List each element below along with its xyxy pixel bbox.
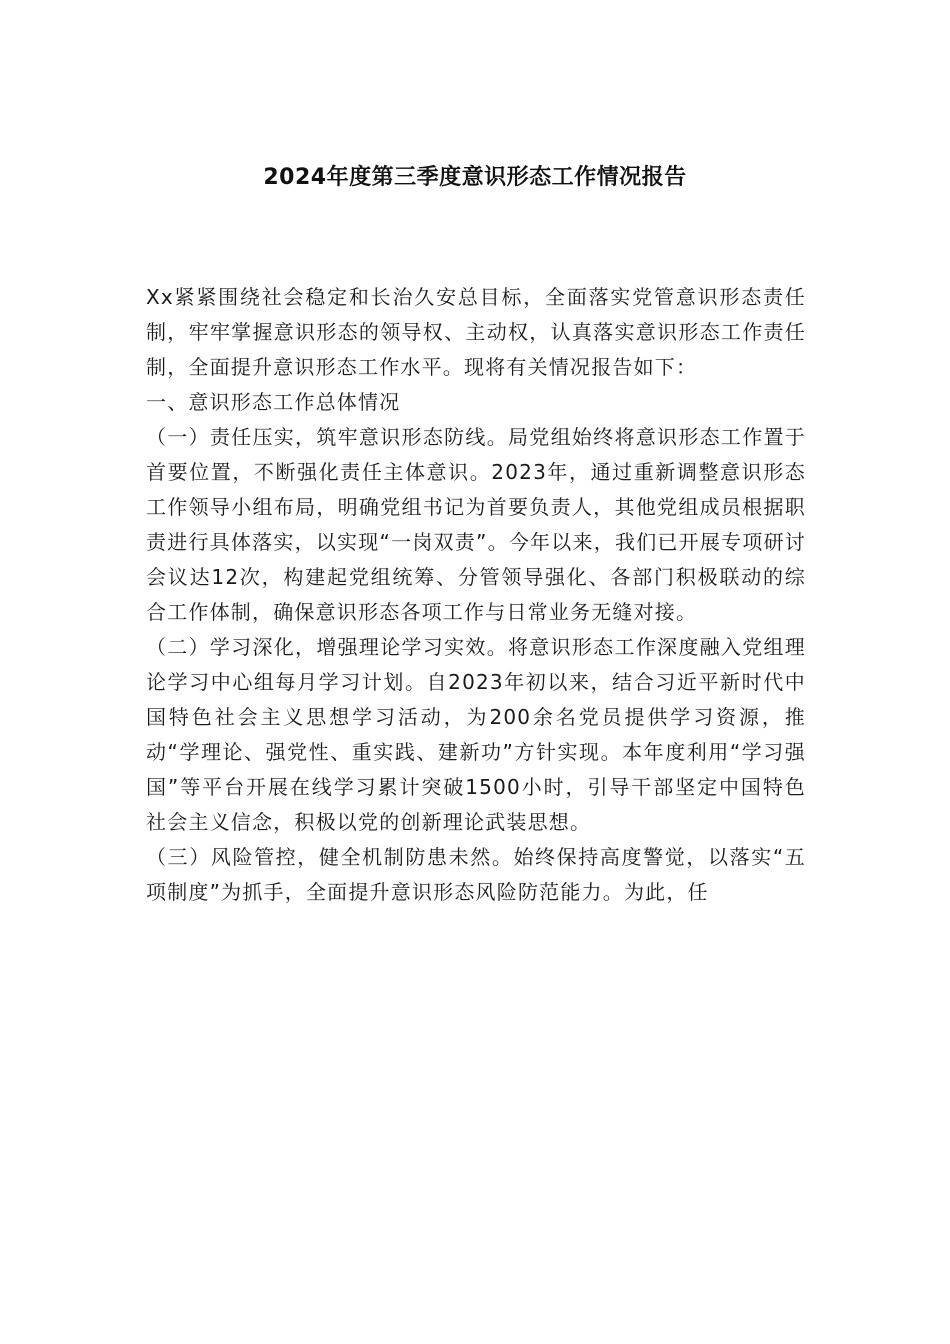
document-body [146, 280, 806, 910]
section-heading: 一、意识形态工作总体情况 [146, 390, 401, 414]
document-title: 2024年度第三季度意识形态工作情况报告 [263, 165, 687, 190]
body-paragraph: （三）风险管控，健全机制防患未然。始终保持高度警觉，以落实“五项制度”为抓手，全面提升意识形态风险防范能力。为此，任 [146, 845, 806, 904]
body-paragraph: （一）责任压实，筑牢意识形态防线。局党组始终将意识形态工作置于首要位置，不断强化责任主体意识。2023年，通过重新调整意识形态工作领导小组布局，明确党组书记为首要负责人，其他党组成员根据职责进行具体落实，以实现“一岗双责”。今年以来，我们已开展专项研讨会议达12次，构建起党组统筹、分管领导强化、各部门积极联动的综合工作体制，确保意识形态各项工作与日常业务无缝对接。 [146, 425, 806, 624]
body-paragraph: （二）学习深化，增强理论学习实效。将意识形态工作深度融入党组理论学习中心组每月学习计划。自2023年初以来，结合习近平新时代中国特色社会主义思想学习活动，为200余名党员提供学习资源，推动“学理论、强党性、重实践、建新功”方针实现。本年度利用“学习强国”等平台开展在线学习累计突破1500小时，引导干部坚定中国特色社会主义信念，积极以党的创新理论武装思想。 [146, 635, 806, 834]
intro-paragraph: Xx紧紧围绕社会稳定和长治久安总目标，全面落实党管意识形态责任制，牢牢掌握意识形态的领导权、主动权，认真落实意识形态工作责任制，全面提升意识形态工作水平。现将有关情况报告如下： [146, 285, 806, 379]
